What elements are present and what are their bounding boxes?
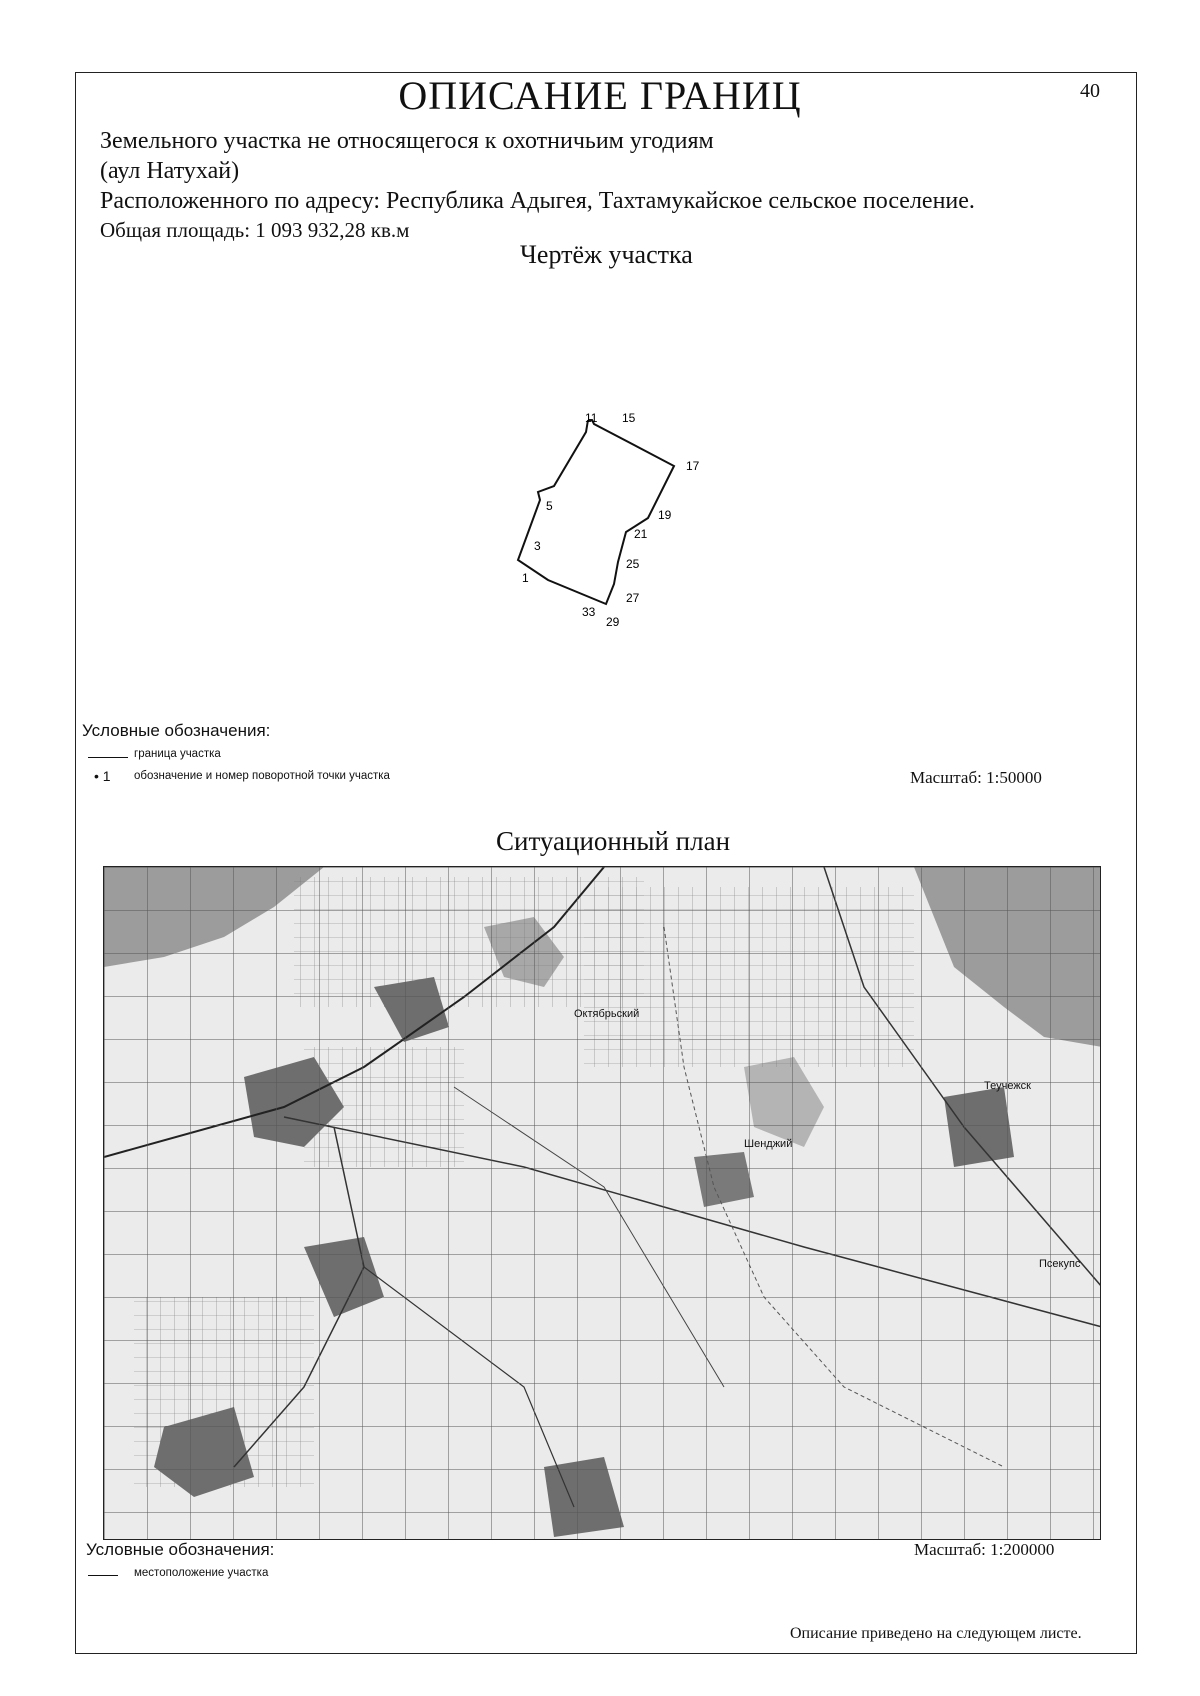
situation-map-svg [104, 867, 1101, 1540]
point-label-27: 27 [626, 591, 640, 605]
point-label-15: 15 [622, 411, 636, 425]
map-legend-title: Условные обозначения: [86, 1540, 275, 1559]
plot-legend-point: обозначение и номер поворотной точки участка [134, 770, 390, 782]
point-label-1: 1 [522, 571, 529, 585]
map-label-shendzhy: Шенджий [744, 1138, 793, 1150]
point-label-17: 17 [686, 459, 700, 473]
plot-boundary [518, 420, 674, 604]
legend-point-sample: • 1 [94, 768, 111, 784]
point-label-33: 33 [582, 605, 596, 619]
map-label-oktyabrsky: Октябрьский [574, 1008, 640, 1020]
situation-plan-title: Ситуационный план [496, 826, 731, 856]
point-label-19: 19 [658, 508, 672, 522]
point-label-3: 3 [534, 539, 541, 553]
map-label-teuchezhsk: Теучежск [984, 1080, 1031, 1092]
situation-map [103, 866, 1101, 1540]
map-label-psekups: Псекупс [1039, 1258, 1081, 1270]
plot-legend-title: Условные обозначения: [82, 721, 271, 740]
plot-legend-boundary: граница участка [134, 748, 221, 760]
header-line-1: Земельного участка не относящегося к охотничьим угодиям [100, 128, 714, 154]
map-legend-location: местоположение участка [134, 1567, 269, 1579]
header-area: Общая площадь: 1 093 932,28 кв.м [100, 218, 410, 242]
page-number: 40 [1080, 80, 1100, 102]
plot-drawing-title: Чертёж участка [520, 240, 693, 269]
point-label-29: 29 [606, 615, 620, 629]
point-label-11: 11 [585, 411, 598, 425]
plot-scale: Масштаб: 1:50000 [910, 768, 1042, 787]
footnote: Описание приведено на следующем листе. [790, 1625, 1082, 1642]
plot-drawing [500, 400, 720, 640]
page-title: ОПИСАНИЕ ГРАНИЦ [398, 73, 802, 118]
map-legend-line-sample [88, 1575, 118, 1576]
point-label-25: 25 [626, 557, 640, 571]
map-grid [104, 867, 1101, 1540]
header-line-3: Расположенного по адресу: Республика Адыгея, Тахтамукайское сельское поселение. [100, 188, 975, 214]
header-line-2: (аул Натухай) [100, 158, 240, 184]
point-label-21: 21 [634, 527, 648, 541]
legend-line-sample [88, 757, 128, 758]
map-scale: Масштаб: 1:200000 [914, 1540, 1055, 1559]
point-label-5: 5 [546, 499, 553, 513]
legend-point-number: 1 [102, 768, 111, 784]
